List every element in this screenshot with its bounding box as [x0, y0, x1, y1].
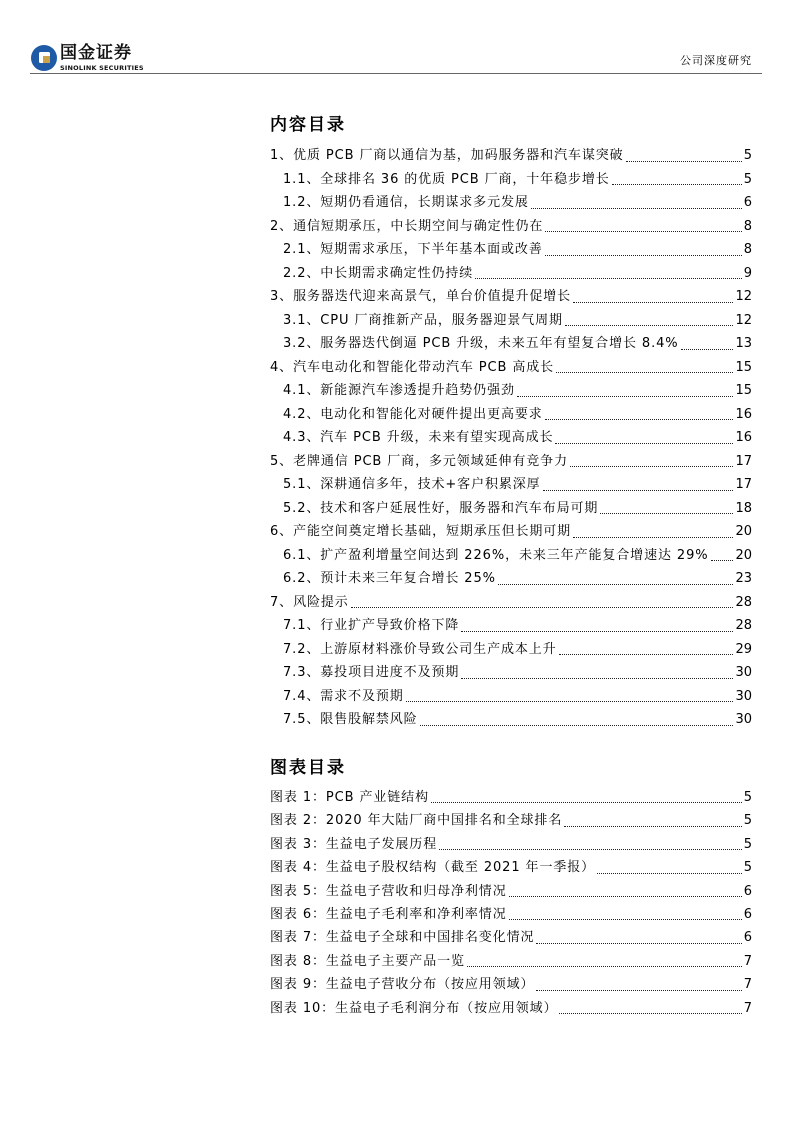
- header-divider: [30, 73, 762, 74]
- figure-entry[interactable]: [270, 809, 752, 832]
- dot-leader: [517, 396, 734, 397]
- figure-entry-label: 图表 8：生益电子主要产品一览: [270, 953, 465, 969]
- toc-subentry[interactable]: [270, 685, 752, 709]
- toc-subentry-label: 7.3、募投项目进度不及预期: [283, 665, 460, 680]
- toc-subentry[interactable]: [270, 426, 752, 450]
- dot-leader: [564, 826, 741, 827]
- figure-entry-page: 7: [743, 977, 752, 993]
- dot-leader: [559, 654, 734, 655]
- toc-subentry-label: 4.3、汽车 PCB 升级，未来有望实现高成长: [283, 430, 554, 445]
- toc-subentry[interactable]: [270, 191, 752, 215]
- toc-subentry-label: 7.2、上游原材料涨价导致公司生产成本上升: [283, 641, 557, 657]
- toc-subentry-page: 23: [735, 571, 752, 586]
- figure-entry-label: 图表 10：生益电子毛利润分布（按应用领域）: [270, 1000, 558, 1016]
- dot-leader: [439, 849, 742, 850]
- toc-entry-label: 5、老牌通信 PCB 厂商，多元领域延伸有竞争力: [270, 453, 568, 469]
- toc-entry-label: 1、优质 PCB 厂商以通信为基，加码服务器和汽车谋突破: [270, 148, 624, 163]
- toc-subentry-page: 15: [735, 383, 752, 398]
- dot-leader: [509, 896, 742, 897]
- toc-subentry[interactable]: [270, 473, 752, 497]
- toc-subentry[interactable]: [270, 614, 752, 638]
- figure-entry-label: 图表 2：2020 年大陆厂商中国排名和全球排名: [270, 813, 563, 829]
- figure-entry[interactable]: [270, 880, 752, 903]
- figure-entry[interactable]: [270, 997, 752, 1020]
- sinolink-logo-icon: [30, 44, 58, 72]
- dot-leader: [461, 631, 733, 632]
- dot-leader: [431, 802, 742, 803]
- logo-name-en: SINOLINK SECURITIES: [60, 64, 144, 72]
- figure-entry-label: 图表 4：生益电子股权结构（截至 2021 年一季报）: [270, 860, 596, 876]
- dot-leader: [556, 372, 733, 373]
- dot-leader: [555, 443, 733, 444]
- figure-entry-label: 图表 1：PCB 产业链结构: [270, 789, 429, 805]
- toc-subentry-label: 4.2、电动化和智能化对硬件提出更高要求: [283, 406, 543, 422]
- toc-entry-page: 15: [735, 359, 752, 375]
- toc-subentry-page: 17: [735, 477, 752, 492]
- figure-entry-label: 图表 6：生益电子毛利率和净利率情况: [270, 906, 507, 922]
- dot-leader: [351, 607, 734, 608]
- toc-subentry[interactable]: [270, 262, 752, 286]
- toc-entry-label: 2、通信短期承压，中长期空间与确定性仍在: [270, 218, 544, 234]
- dot-leader: [420, 725, 734, 726]
- toc-entry-page: 8: [743, 218, 752, 234]
- dot-leader: [559, 1013, 741, 1014]
- toc-subentry-label: 5.1、深耕通信多年，技术+客户积累深厚: [283, 477, 541, 492]
- dot-leader: [573, 302, 733, 303]
- dot-leader: [545, 419, 734, 420]
- toc-entry-page: 17: [735, 453, 752, 469]
- dot-leader: [545, 231, 741, 232]
- dot-leader: [531, 208, 742, 209]
- toc-subentry-label: 4.1、新能源汽车渗透提升趋势仍强劲: [283, 383, 515, 398]
- toc-subentry-page: 28: [735, 618, 752, 633]
- toc-entry[interactable]: [270, 144, 752, 168]
- dot-leader: [626, 161, 742, 162]
- toc-entry[interactable]: [270, 591, 752, 615]
- figure-entry[interactable]: [270, 786, 752, 809]
- figure-entry-page: 6: [743, 906, 752, 922]
- dot-leader: [498, 584, 734, 585]
- toc-subentry[interactable]: [270, 544, 752, 568]
- figure-entry-page: 5: [743, 836, 752, 852]
- toc-subentry-page: 6: [743, 195, 752, 210]
- figure-entry[interactable]: [270, 856, 752, 879]
- toc-entry[interactable]: [270, 520, 752, 544]
- dot-leader: [570, 466, 733, 467]
- toc-subentry[interactable]: [270, 661, 752, 685]
- figure-entry[interactable]: [270, 926, 752, 949]
- dot-leader: [545, 255, 742, 256]
- dot-leader: [597, 873, 742, 874]
- toc-subentry-page: 18: [735, 500, 752, 516]
- toc-entry-page: 20: [735, 524, 752, 539]
- toc-subentry-page: 16: [735, 430, 752, 445]
- toc-subentry[interactable]: [270, 567, 752, 591]
- toc-subentry-page: 12: [735, 312, 752, 328]
- toc-subentry-page: 30: [735, 665, 752, 680]
- toc-subentry[interactable]: [270, 403, 752, 427]
- toc-subentry-label: 1.2、短期仍看通信，长期谋求多元发展: [283, 195, 529, 210]
- toc-entry-label: 4、汽车电动化和智能化带动汽车 PCB 高成长: [270, 359, 555, 375]
- figure-entry[interactable]: [270, 973, 752, 996]
- toc-subentry-page: 8: [743, 242, 752, 257]
- dot-leader: [600, 513, 733, 514]
- figure-entry-page: 5: [743, 789, 752, 805]
- toc-subentry-label: 1.1、全球排名 36 的优质 PCB 厂商，十年稳步增长: [283, 171, 610, 187]
- toc-subentry-label: 7.4、需求不及预期: [283, 688, 404, 704]
- toc-subentry-page: 5: [743, 171, 752, 187]
- dot-leader: [573, 537, 733, 538]
- toc-subentry-page: 29: [735, 641, 752, 657]
- figure-entry-label: 图表 9：生益电子营收分布（按应用领域）: [270, 977, 535, 993]
- toc-entry[interactable]: [270, 356, 752, 380]
- toc-subentry-page: 16: [735, 406, 752, 422]
- toc-entry-label: 3、服务器迭代迎来高景气，单台价值提升促增长: [270, 289, 572, 304]
- figure-entry[interactable]: [270, 833, 752, 856]
- toc-entry-page: 12: [735, 289, 752, 304]
- toc-subentry-label: 6.1、扩产盈利增量空间达到 226%，未来三年产能复合增速达 29%: [283, 547, 709, 563]
- dot-leader: [543, 490, 734, 491]
- toc-entry-page: 28: [735, 594, 752, 610]
- toc-subentry-label: 5.2、技术和客户延展性好，服务器和汽车布局可期: [283, 500, 599, 516]
- toc-subentry[interactable]: [270, 708, 752, 732]
- toc-subentry-page: 13: [735, 336, 752, 351]
- toc-subentry-label: 6.2、预计未来三年复合增长 25%: [283, 571, 496, 586]
- logo-name-cn: 国金证券: [60, 43, 132, 63]
- toc-subentry-page: 30: [735, 712, 752, 727]
- toc-entry[interactable]: [270, 285, 752, 309]
- toc-subentry[interactable]: [270, 497, 752, 521]
- dot-leader: [681, 349, 734, 350]
- report-type-label: 公司深度研究: [680, 54, 752, 67]
- figure-entry-page: 6: [743, 930, 752, 946]
- figure-entry-page: 6: [743, 883, 752, 899]
- figure-list-title: 图表目录: [270, 758, 346, 778]
- toc-subentry-label: 7.5、限售股解禁风险: [283, 712, 418, 727]
- figure-entry-page: 7: [743, 1000, 752, 1016]
- figure-entry[interactable]: [270, 950, 752, 973]
- toc-title: 内容目录: [270, 115, 346, 135]
- dot-leader: [406, 701, 734, 702]
- dot-leader: [467, 966, 742, 967]
- figure-entry-label: 图表 7：生益电子全球和中国排名变化情况: [270, 930, 535, 946]
- toc-entry-label: 6、产能空间奠定增长基础，短期承压但长期可期: [270, 524, 572, 539]
- figure-entry-page: 5: [743, 860, 752, 876]
- toc-subentry[interactable]: [270, 379, 752, 403]
- dot-leader: [461, 678, 733, 679]
- figure-entry-label: 图表 3：生益电子发展历程: [270, 836, 438, 852]
- figure-entry-page: 5: [743, 813, 752, 829]
- toc-entry[interactable]: [270, 450, 752, 474]
- dot-leader: [711, 560, 734, 561]
- toc-list: [270, 144, 752, 732]
- toc-subentry-label: 2.2、中长期需求确定性仍持续: [283, 265, 474, 281]
- toc-subentry-label: 2.1、短期需求承压，下半年基本面或改善: [283, 242, 543, 257]
- dot-leader: [565, 325, 734, 326]
- toc-entry[interactable]: [270, 215, 752, 239]
- dot-leader: [536, 990, 741, 991]
- toc-subentry-page: 9: [743, 265, 752, 281]
- figure-entry[interactable]: [270, 903, 752, 926]
- toc-subentry-page: 30: [735, 688, 752, 704]
- toc-entry-page: 5: [743, 148, 752, 163]
- dot-leader: [612, 184, 742, 185]
- toc-subentry[interactable]: [270, 238, 752, 262]
- toc-subentry-label: 7.1、行业扩产导致价格下降: [283, 618, 460, 633]
- dot-leader: [509, 919, 742, 920]
- toc-subentry[interactable]: [270, 638, 752, 662]
- figure-entry-label: 图表 5：生益电子营收和归母净利情况: [270, 883, 507, 899]
- toc-subentry[interactable]: [270, 332, 752, 356]
- toc-subentry-label: 3.2、服务器迭代倒逼 PCB 升级，未来五年有望复合增长 8.4%: [283, 336, 679, 351]
- toc-subentry[interactable]: [270, 309, 752, 333]
- dot-leader: [475, 278, 742, 279]
- toc-subentry[interactable]: [270, 168, 752, 192]
- figure-entry-page: 7: [743, 953, 752, 969]
- toc-entry-label: 7、风险提示: [270, 594, 349, 610]
- toc-subentry-page: 20: [735, 547, 752, 563]
- dot-leader: [536, 943, 741, 944]
- toc-subentry-label: 3.1、CPU 厂商推新产品，服务器迎景气周期: [283, 312, 563, 328]
- figure-list: [270, 786, 752, 1020]
